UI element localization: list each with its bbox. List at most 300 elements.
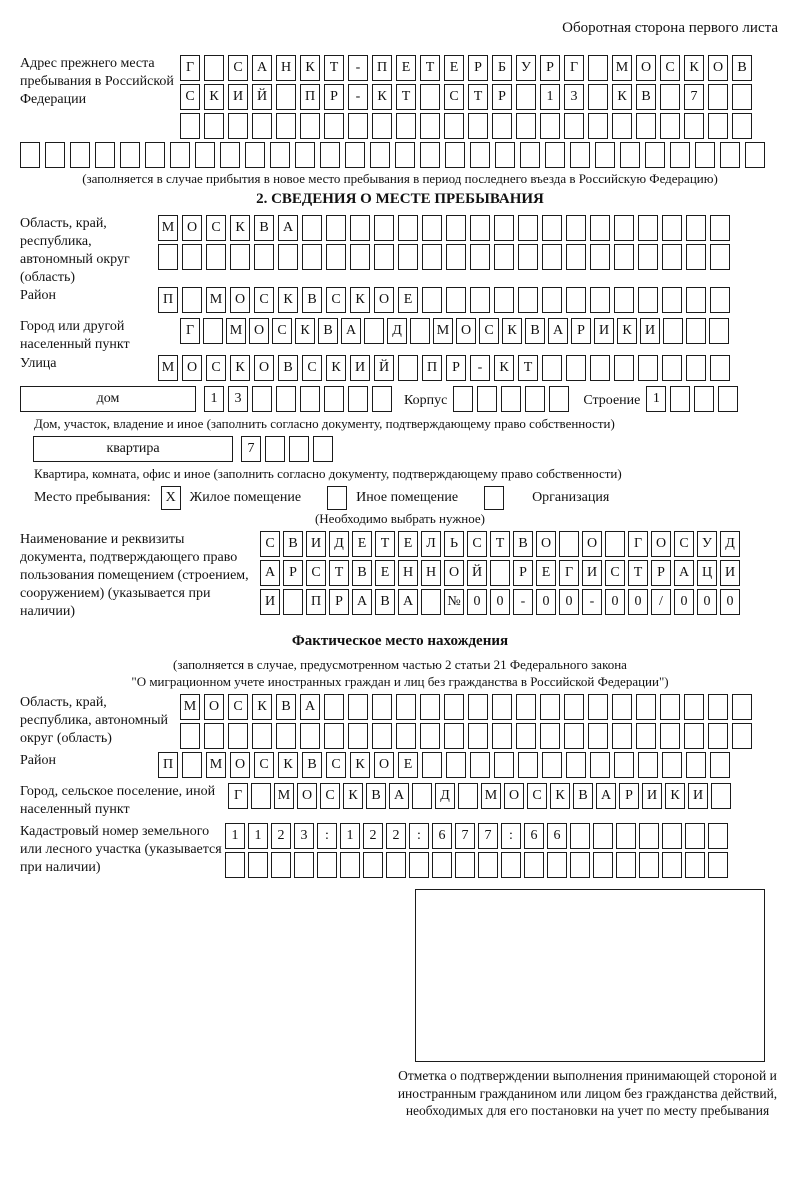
char-box[interactable]: - (348, 55, 368, 81)
char-box[interactable] (518, 287, 538, 313)
char-box[interactable] (446, 244, 466, 270)
char-box[interactable]: У (516, 55, 536, 81)
char-box[interactable]: - (348, 84, 368, 110)
char-box[interactable]: А (260, 560, 280, 586)
char-box[interactable]: Т (628, 560, 648, 586)
char-box[interactable]: А (278, 215, 298, 241)
char-box[interactable]: П (422, 355, 442, 381)
char-box[interactable] (302, 215, 322, 241)
char-box[interactable] (616, 823, 636, 849)
char-box[interactable] (732, 694, 752, 720)
char-box[interactable] (252, 386, 272, 412)
char-box[interactable] (445, 142, 465, 168)
char-box[interactable] (95, 142, 115, 168)
char-box[interactable] (710, 215, 730, 241)
char-box[interactable]: В (366, 783, 386, 809)
char-box[interactable] (732, 84, 752, 110)
char-box[interactable]: Е (375, 560, 395, 586)
char-box[interactable] (639, 823, 659, 849)
char-box[interactable]: Е (352, 531, 372, 557)
char-box[interactable] (662, 823, 682, 849)
char-box[interactable] (180, 113, 200, 139)
char-box[interactable] (446, 752, 466, 778)
char-box[interactable]: П (158, 752, 178, 778)
char-box[interactable]: С (254, 287, 274, 313)
char-box[interactable] (638, 287, 658, 313)
char-box[interactable] (612, 113, 632, 139)
char-box[interactable]: С (326, 752, 346, 778)
char-box[interactable]: О (444, 560, 464, 586)
char-box[interactable] (421, 589, 441, 615)
char-box[interactable] (660, 694, 680, 720)
char-box[interactable] (370, 142, 390, 168)
char-box[interactable]: А (596, 783, 616, 809)
char-box[interactable] (120, 142, 140, 168)
char-box[interactable] (542, 752, 562, 778)
char-box[interactable]: С (306, 560, 326, 586)
char-box[interactable] (542, 355, 562, 381)
char-box[interactable] (324, 386, 344, 412)
char-box[interactable] (711, 783, 731, 809)
char-box[interactable] (660, 113, 680, 139)
char-box[interactable] (203, 318, 223, 344)
char-box[interactable] (588, 55, 608, 81)
char-box[interactable] (182, 752, 202, 778)
char-box[interactable] (636, 694, 656, 720)
char-box[interactable]: О (708, 55, 728, 81)
char-box[interactable] (446, 287, 466, 313)
char-box[interactable]: М (158, 215, 178, 241)
char-box[interactable] (636, 113, 656, 139)
char-box[interactable] (710, 355, 730, 381)
char-box[interactable]: 7 (241, 436, 261, 462)
char-box[interactable] (182, 287, 202, 313)
char-box[interactable]: Е (398, 752, 418, 778)
stay-type-checkbox-residential[interactable]: X (161, 486, 181, 510)
char-box[interactable] (564, 694, 584, 720)
char-box[interactable] (294, 852, 314, 878)
char-box[interactable]: У (697, 531, 717, 557)
char-box[interactable] (614, 215, 634, 241)
char-box[interactable] (228, 723, 248, 749)
char-box[interactable]: И (228, 84, 248, 110)
char-box[interactable]: И (642, 783, 662, 809)
char-box[interactable]: О (582, 531, 602, 557)
char-box[interactable]: С (444, 84, 464, 110)
char-box[interactable] (520, 142, 540, 168)
char-box[interactable]: М (206, 287, 226, 313)
char-box[interactable] (492, 113, 512, 139)
char-box[interactable] (686, 244, 706, 270)
char-box[interactable] (348, 386, 368, 412)
char-box[interactable] (516, 84, 536, 110)
char-box[interactable]: В (302, 287, 322, 313)
char-box[interactable] (540, 113, 560, 139)
char-box[interactable] (684, 694, 704, 720)
char-box[interactable] (686, 355, 706, 381)
char-box[interactable]: С (527, 783, 547, 809)
char-box[interactable] (470, 215, 490, 241)
char-box[interactable] (412, 783, 432, 809)
char-box[interactable]: И (260, 589, 280, 615)
char-box[interactable] (420, 113, 440, 139)
char-box[interactable] (363, 852, 383, 878)
char-box[interactable] (444, 113, 464, 139)
char-box[interactable] (444, 694, 464, 720)
char-box[interactable] (420, 694, 440, 720)
char-box[interactable]: Д (329, 531, 349, 557)
char-box[interactable] (710, 287, 730, 313)
char-box[interactable] (612, 723, 632, 749)
char-box[interactable]: О (254, 355, 274, 381)
char-box[interactable] (195, 142, 215, 168)
char-box[interactable]: И (306, 531, 326, 557)
char-box[interactable] (326, 215, 346, 241)
char-box[interactable]: Е (396, 55, 416, 81)
char-box[interactable] (710, 752, 730, 778)
char-box[interactable]: Т (518, 355, 538, 381)
char-box[interactable] (340, 852, 360, 878)
char-box[interactable]: В (375, 589, 395, 615)
char-box[interactable]: 3 (294, 823, 314, 849)
char-box[interactable]: О (504, 783, 524, 809)
char-box[interactable] (720, 142, 740, 168)
char-box[interactable] (662, 244, 682, 270)
char-box[interactable] (422, 215, 442, 241)
char-box[interactable] (732, 113, 752, 139)
char-box[interactable] (501, 386, 521, 412)
char-box[interactable] (542, 215, 562, 241)
char-box[interactable] (444, 723, 464, 749)
char-box[interactable]: № (444, 589, 464, 615)
char-box[interactable]: Ь (444, 531, 464, 557)
char-box[interactable]: К (617, 318, 637, 344)
char-box[interactable] (662, 852, 682, 878)
char-box[interactable] (566, 244, 586, 270)
char-box[interactable] (590, 355, 610, 381)
char-box[interactable]: 0 (720, 589, 740, 615)
char-box[interactable] (745, 142, 765, 168)
char-box[interactable] (660, 84, 680, 110)
char-box[interactable] (708, 852, 728, 878)
char-box[interactable] (45, 142, 65, 168)
char-box[interactable]: И (640, 318, 660, 344)
char-box[interactable] (490, 560, 510, 586)
char-box[interactable] (588, 694, 608, 720)
char-box[interactable] (564, 723, 584, 749)
char-box[interactable]: 0 (467, 589, 487, 615)
char-box[interactable]: С (272, 318, 292, 344)
char-box[interactable]: 1 (225, 823, 245, 849)
char-box[interactable] (289, 436, 309, 462)
char-box[interactable] (300, 113, 320, 139)
char-box[interactable] (270, 142, 290, 168)
char-box[interactable]: П (372, 55, 392, 81)
char-box[interactable] (518, 244, 538, 270)
char-box[interactable]: 3 (228, 386, 248, 412)
char-box[interactable]: О (230, 752, 250, 778)
char-box[interactable]: М (433, 318, 453, 344)
char-box[interactable]: 6 (432, 823, 452, 849)
char-box[interactable]: К (204, 84, 224, 110)
char-box[interactable] (709, 318, 729, 344)
char-box[interactable] (295, 142, 315, 168)
char-box[interactable] (614, 355, 634, 381)
char-box[interactable] (468, 723, 488, 749)
char-box[interactable]: - (513, 589, 533, 615)
char-box[interactable]: А (300, 694, 320, 720)
char-box[interactable] (398, 355, 418, 381)
char-box[interactable]: С (326, 287, 346, 313)
char-box[interactable] (276, 723, 296, 749)
char-box[interactable]: О (456, 318, 476, 344)
char-box[interactable]: О (636, 55, 656, 81)
char-box[interactable] (372, 113, 392, 139)
char-box[interactable]: Т (375, 531, 395, 557)
char-box[interactable]: К (550, 783, 570, 809)
char-box[interactable] (326, 244, 346, 270)
char-box[interactable]: : (501, 823, 521, 849)
char-box[interactable] (686, 215, 706, 241)
char-box[interactable] (204, 55, 224, 81)
char-box[interactable] (638, 355, 658, 381)
char-box[interactable] (324, 113, 344, 139)
char-box[interactable] (547, 852, 567, 878)
char-box[interactable] (686, 318, 706, 344)
char-box[interactable]: В (513, 531, 533, 557)
char-box[interactable]: В (318, 318, 338, 344)
char-box[interactable] (230, 244, 250, 270)
char-box[interactable] (593, 852, 613, 878)
char-box[interactable]: С (206, 355, 226, 381)
char-box[interactable] (616, 852, 636, 878)
char-box[interactable] (570, 852, 590, 878)
char-box[interactable] (422, 752, 442, 778)
char-box[interactable] (645, 142, 665, 168)
char-box[interactable] (718, 386, 738, 412)
char-box[interactable] (206, 244, 226, 270)
char-box[interactable]: С (228, 55, 248, 81)
char-box[interactable] (386, 852, 406, 878)
char-box[interactable]: В (732, 55, 752, 81)
char-box[interactable]: Г (228, 783, 248, 809)
char-box[interactable] (559, 531, 579, 557)
stay-type-checkbox-organization[interactable] (484, 486, 504, 510)
char-box[interactable]: Н (421, 560, 441, 586)
char-box[interactable] (422, 287, 442, 313)
char-box[interactable]: К (343, 783, 363, 809)
char-box[interactable]: 1 (248, 823, 268, 849)
char-box[interactable]: 6 (524, 823, 544, 849)
char-box[interactable] (638, 244, 658, 270)
char-box[interactable] (570, 823, 590, 849)
char-box[interactable] (204, 723, 224, 749)
char-box[interactable]: К (278, 752, 298, 778)
char-box[interactable] (374, 244, 394, 270)
char-box[interactable] (501, 852, 521, 878)
char-box[interactable]: М (226, 318, 246, 344)
char-box[interactable]: К (372, 84, 392, 110)
char-box[interactable] (372, 386, 392, 412)
char-box[interactable] (639, 852, 659, 878)
char-box[interactable] (620, 142, 640, 168)
char-box[interactable]: К (665, 783, 685, 809)
char-box[interactable]: Г (559, 560, 579, 586)
char-box[interactable]: Д (720, 531, 740, 557)
char-box[interactable] (398, 244, 418, 270)
char-box[interactable]: С (660, 55, 680, 81)
char-box[interactable]: К (350, 287, 370, 313)
char-box[interactable] (494, 287, 514, 313)
char-box[interactable]: И (582, 560, 602, 586)
char-box[interactable] (588, 723, 608, 749)
char-box[interactable]: 1 (646, 386, 666, 412)
char-box[interactable] (694, 386, 714, 412)
char-box[interactable] (549, 386, 569, 412)
char-box[interactable]: К (230, 355, 250, 381)
char-box[interactable]: А (389, 783, 409, 809)
char-box[interactable] (662, 287, 682, 313)
char-box[interactable]: С (228, 694, 248, 720)
char-box[interactable]: К (326, 355, 346, 381)
char-box[interactable] (252, 113, 272, 139)
char-box[interactable] (468, 113, 488, 139)
char-box[interactable] (422, 244, 442, 270)
char-box[interactable] (612, 694, 632, 720)
char-box[interactable]: К (494, 355, 514, 381)
char-box[interactable] (278, 244, 298, 270)
char-box[interactable]: 7 (455, 823, 475, 849)
char-box[interactable]: А (252, 55, 272, 81)
char-box[interactable] (564, 113, 584, 139)
char-box[interactable] (396, 723, 416, 749)
char-box[interactable] (540, 694, 560, 720)
char-box[interactable]: П (306, 589, 326, 615)
char-box[interactable] (590, 215, 610, 241)
char-box[interactable] (732, 723, 752, 749)
char-box[interactable] (446, 215, 466, 241)
char-box[interactable]: О (249, 318, 269, 344)
char-box[interactable]: А (548, 318, 568, 344)
char-box[interactable] (495, 142, 515, 168)
char-box[interactable] (420, 142, 440, 168)
char-box[interactable] (265, 436, 285, 462)
char-box[interactable] (685, 852, 705, 878)
char-box[interactable] (420, 723, 440, 749)
char-box[interactable]: О (182, 355, 202, 381)
char-box[interactable]: С (479, 318, 499, 344)
char-box[interactable] (302, 244, 322, 270)
char-box[interactable]: О (182, 215, 202, 241)
char-box[interactable]: С (206, 215, 226, 241)
char-box[interactable] (254, 244, 274, 270)
char-box[interactable] (470, 752, 490, 778)
char-box[interactable]: Р (492, 84, 512, 110)
char-box[interactable] (660, 723, 680, 749)
char-box[interactable]: С (180, 84, 200, 110)
char-box[interactable]: Р (446, 355, 466, 381)
char-box[interactable] (708, 84, 728, 110)
char-box[interactable]: Т (396, 84, 416, 110)
char-box[interactable] (518, 215, 538, 241)
char-box[interactable]: И (350, 355, 370, 381)
char-box[interactable]: М (274, 783, 294, 809)
char-box[interactable]: О (204, 694, 224, 720)
char-box[interactable]: Е (536, 560, 556, 586)
char-box[interactable] (478, 852, 498, 878)
char-box[interactable]: И (594, 318, 614, 344)
char-box[interactable]: В (573, 783, 593, 809)
char-box[interactable] (170, 142, 190, 168)
char-box[interactable] (276, 84, 296, 110)
char-box[interactable] (70, 142, 90, 168)
char-box[interactable]: Д (387, 318, 407, 344)
char-box[interactable]: К (252, 694, 272, 720)
char-box[interactable] (220, 142, 240, 168)
char-box[interactable] (477, 386, 497, 412)
char-box[interactable] (525, 386, 545, 412)
char-box[interactable]: И (688, 783, 708, 809)
char-box[interactable] (670, 142, 690, 168)
char-box[interactable] (409, 852, 429, 878)
char-box[interactable] (320, 142, 340, 168)
char-box[interactable]: Г (180, 318, 200, 344)
char-box[interactable] (588, 113, 608, 139)
char-box[interactable]: Й (467, 560, 487, 586)
char-box[interactable]: К (612, 84, 632, 110)
char-box[interactable]: Г (564, 55, 584, 81)
char-box[interactable] (524, 852, 544, 878)
char-box[interactable] (590, 244, 610, 270)
char-box[interactable] (614, 244, 634, 270)
char-box[interactable] (145, 142, 165, 168)
char-box[interactable] (638, 215, 658, 241)
char-box[interactable]: - (470, 355, 490, 381)
char-box[interactable] (492, 723, 512, 749)
char-box[interactable]: Р (329, 589, 349, 615)
char-box[interactable]: 2 (386, 823, 406, 849)
char-box[interactable] (542, 244, 562, 270)
char-box[interactable] (540, 723, 560, 749)
char-box[interactable]: К (684, 55, 704, 81)
char-box[interactable] (494, 215, 514, 241)
char-box[interactable] (685, 823, 705, 849)
char-box[interactable]: 1 (204, 386, 224, 412)
char-box[interactable] (518, 752, 538, 778)
char-box[interactable] (324, 723, 344, 749)
char-box[interactable] (492, 694, 512, 720)
char-box[interactable]: 0 (628, 589, 648, 615)
char-box[interactable]: В (525, 318, 545, 344)
char-box[interactable]: Р (571, 318, 591, 344)
char-box[interactable]: М (158, 355, 178, 381)
char-box[interactable] (455, 852, 475, 878)
char-box[interactable] (595, 142, 615, 168)
char-box[interactable]: Е (398, 287, 418, 313)
char-box[interactable] (686, 287, 706, 313)
char-box[interactable] (662, 215, 682, 241)
char-box[interactable] (516, 113, 536, 139)
char-box[interactable] (276, 386, 296, 412)
char-box[interactable] (372, 694, 392, 720)
char-box[interactable] (372, 723, 392, 749)
char-box[interactable]: О (651, 531, 671, 557)
char-box[interactable] (516, 694, 536, 720)
char-box[interactable] (348, 113, 368, 139)
char-box[interactable] (158, 244, 178, 270)
char-box[interactable]: - (582, 589, 602, 615)
char-box[interactable]: Н (276, 55, 296, 81)
